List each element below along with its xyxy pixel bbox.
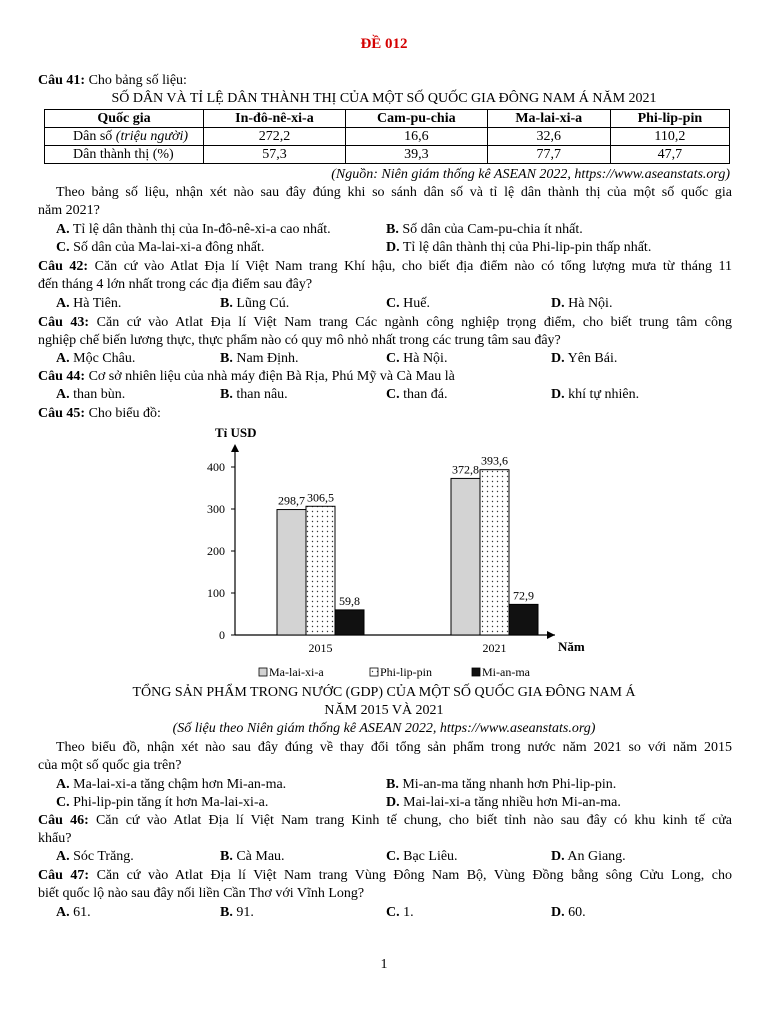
option-key: B. <box>386 222 399 237</box>
row-label-unit: (triệu người) <box>115 129 189 144</box>
option-text: than nâu. <box>236 387 288 402</box>
option-key: D. <box>551 351 565 366</box>
option-key: B. <box>220 905 233 920</box>
q42-option-b[interactable] <box>220 295 289 313</box>
table-title: SỐ DÂN VÀ TỈ LỆ DÂN THÀNH THỊ CỦA MỘT SỐ QUỐC GIA ĐÔNG NAM Á NĂM 2021 <box>111 91 657 106</box>
y-tick-label: 0 <box>219 628 225 642</box>
option-key: B. <box>220 296 233 311</box>
option-text: Ma-lai-xi-a tăng chậm hơn Mi-an-ma. <box>73 777 287 792</box>
q43-option-c[interactable] <box>386 350 447 368</box>
table-header-row <box>45 110 730 128</box>
option-text: Phi-lip-pin tăng ít hơn Ma-lai-xi-a. <box>73 795 269 810</box>
q41-prompt: Cho bảng số liệu: <box>88 73 187 88</box>
x-tick-label: 2021 <box>482 641 507 655</box>
bar-phi-lip-pin <box>306 506 335 635</box>
q46-option-a[interactable] <box>56 848 134 866</box>
option-key: A. <box>56 849 70 864</box>
option-key: C. <box>386 387 400 402</box>
table-header-cell: Phi-lip-pin <box>610 110 729 128</box>
q41-option-a[interactable] <box>56 221 331 239</box>
option-text: Nam Định. <box>236 351 299 366</box>
chart-title-line1: TỔNG SẢN PHẨM TRONG NƯỚC (GDP) CỦA MỘT SỐ QUỐC GIA ĐÔNG NAM Á <box>132 685 636 700</box>
option-key: A. <box>56 777 70 792</box>
option-key: B. <box>220 351 233 366</box>
q47-option-b[interactable] <box>220 904 254 922</box>
q47-option-c[interactable] <box>386 904 414 922</box>
y-tick-label: 300 <box>207 502 225 516</box>
table-cell: 32,6 <box>487 128 610 146</box>
q44-option-a[interactable] <box>56 386 125 404</box>
table-row-label <box>45 128 204 146</box>
q45-label: Câu 45: <box>38 406 86 421</box>
bar-ma-lai-xi-a <box>451 478 480 635</box>
option-key: D. <box>551 296 565 311</box>
legend-label: Phi-lip-pin <box>380 665 433 679</box>
bar-value-label: 306,5 <box>307 490 334 505</box>
option-key: C. <box>56 795 70 810</box>
option-key: A. <box>56 351 70 366</box>
q41-option-c[interactable] <box>56 239 264 257</box>
q45-prompt-line <box>38 405 732 423</box>
y-axis-label: Tỉ USD <box>215 425 257 440</box>
gdp-bar-chart <box>195 424 595 686</box>
q45-prompt: Cho biểu đồ: <box>88 406 161 421</box>
chart-title-line2: NĂM 2015 VÀ 2021 <box>324 703 444 718</box>
q44-option-c[interactable] <box>386 386 447 404</box>
bar-value-label: 59,8 <box>339 593 360 608</box>
q46-text-line2: khẩu? <box>38 831 72 846</box>
q43-option-d[interactable] <box>551 350 617 368</box>
q47-text: Căn cứ vào Atlat Địa lí Việt Nam trang Vùng Đông Nam Bộ, Vùng Đồng bằng sông Cửu Long, cho <box>96 868 732 883</box>
q42-text: Căn cứ vào Atlat Địa lí Việt Nam trang Khí hậu, cho biết địa điểm nào có tổng lượng mưa từ tháng 11 <box>94 259 732 274</box>
q43-text: Căn cứ vào Atlat Địa lí Việt Nam trang Các ngành công nghiệp trọng điểm, cho biết trung tâm công <box>96 315 733 330</box>
legend-swatch <box>259 668 267 676</box>
q47-option-d[interactable] <box>551 904 586 922</box>
q45-option-d[interactable] <box>386 794 621 812</box>
option-key: B. <box>220 387 233 402</box>
table-header-cell: Ma-lai-xi-a <box>487 110 610 128</box>
legend-swatch <box>370 668 378 676</box>
option-key: A. <box>56 905 70 920</box>
option-text: Hà Tiên. <box>73 296 122 311</box>
option-text: Huế. <box>403 296 430 311</box>
table-cell: 39,3 <box>345 146 487 164</box>
option-key: A. <box>56 387 70 402</box>
y-axis-arrow <box>231 444 239 452</box>
q43-text-line1 <box>38 314 732 332</box>
bar-mi-an-ma <box>335 610 364 635</box>
bar-mi-an-ma <box>509 604 538 635</box>
table-row-label: Dân thành thị (%) <box>45 146 204 164</box>
table-cell: 47,7 <box>610 146 729 164</box>
option-text: Số dân của Ma-lai-xi-a đông nhất. <box>73 240 265 255</box>
option-key: C. <box>386 351 400 366</box>
option-text: Yên Bái. <box>567 351 618 366</box>
q46-option-b[interactable] <box>220 848 285 866</box>
q47-text-line2: biết quốc lộ nào sau đây nối liền Cần Thơ với Vĩnh Long? <box>38 886 365 901</box>
q47-text-line1 <box>38 867 732 885</box>
q44-option-b[interactable] <box>220 386 288 404</box>
q46-option-d[interactable] <box>551 848 626 866</box>
q42-text-line2: đến tháng 4 lớn nhất trong các địa điểm sau đây? <box>38 277 313 292</box>
q41-question-line1: Theo bảng số liệu, nhận xét nào sau đây đúng khi so sánh dân số và tỉ lệ dân thành thị của một số quốc gia <box>56 185 732 200</box>
q45-question-line1: Theo biểu đồ, nhận xét nào sau đây đúng về thay đổi tổng sản phẩm trong nước năm 2021 so với năm 2015 <box>56 740 732 755</box>
table-cell: 16,6 <box>345 128 487 146</box>
q44-text: Cơ sở nhiên liệu của nhà máy điện Bà Rịa, Phú Mỹ và Cà Mau là <box>88 369 455 384</box>
q42-text-line1 <box>38 258 732 276</box>
page-number: 1 <box>380 957 388 972</box>
option-text: than bùn. <box>73 387 126 402</box>
table-header-cell: Cam-pu-chia <box>345 110 487 128</box>
option-key: A. <box>56 296 70 311</box>
q44-text-line1 <box>38 368 732 386</box>
q47-option-a[interactable] <box>56 904 91 922</box>
q45-question-line2: của một số quốc gia trên? <box>38 758 182 773</box>
q42-option-d[interactable] <box>551 295 612 313</box>
q46-text: Căn cứ vào Atlat Địa lí Việt Nam trang Kinh tế chung, cho biết tỉnh nào sau đây có khu kinh tế cửa <box>95 813 733 828</box>
option-key: C. <box>386 296 400 311</box>
q46-option-c[interactable] <box>386 848 458 866</box>
y-tick-label: 200 <box>207 544 225 558</box>
option-text: Hà Nội. <box>403 351 448 366</box>
option-text: Mộc Châu. <box>73 351 136 366</box>
table-source: (Nguồn: Niên giám thống kê ASEAN 2022, https://www.aseanstats.org) <box>331 167 730 182</box>
q41-question-line2: năm 2021? <box>38 203 100 218</box>
legend-swatch <box>472 668 480 676</box>
table-cell: 110,2 <box>610 128 729 146</box>
legend-label: Ma-lai-xi-a <box>269 665 324 679</box>
option-text: Sóc Trăng. <box>73 849 134 864</box>
option-key: C. <box>386 849 400 864</box>
option-text: Số dân của Cam-pu-chia ít nhất. <box>402 222 583 237</box>
option-text: Mi-an-ma tăng nhanh hơn Phi-lip-pin. <box>402 777 617 792</box>
chart-source: (Số liệu theo Niên giám thống kê ASEAN 2022, https://www.aseanstats.org) <box>172 721 596 736</box>
option-text: Mai-lai-xi-a tăng nhiều hơn Mi-an-ma. <box>403 795 621 810</box>
option-key: D. <box>551 905 565 920</box>
q43-label: Câu 43: <box>38 315 90 330</box>
q45-option-b[interactable] <box>386 776 616 794</box>
option-text: Tỉ lệ dân thành thị của In-đô-nê-xi-a cao nhất. <box>72 222 331 237</box>
option-text: 61. <box>73 905 91 920</box>
bar-value-label: 298,7 <box>278 493 305 508</box>
q44-option-d[interactable] <box>551 386 639 404</box>
q42-option-c[interactable] <box>386 295 430 313</box>
option-text: Cà Mau. <box>236 849 285 864</box>
option-key: D. <box>386 240 400 255</box>
option-text: An Giang. <box>567 849 626 864</box>
option-text: than đá. <box>403 387 448 402</box>
option-text: khí tự nhiên. <box>568 387 640 402</box>
bar-value-label: 372,8 <box>452 462 479 477</box>
bar-phi-lip-pin <box>480 470 509 635</box>
table-cell: 77,7 <box>487 146 610 164</box>
q46-text-line1 <box>38 812 732 830</box>
bar-ma-lai-xi-a <box>277 510 306 635</box>
option-text: 1. <box>403 905 414 920</box>
option-key: D. <box>551 387 565 402</box>
table-row <box>45 128 730 146</box>
option-text: 60. <box>568 905 586 920</box>
population-table <box>44 109 730 164</box>
option-text: Bạc Liêu. <box>403 849 458 864</box>
q46-label: Câu 46: <box>38 813 89 828</box>
table-cell: 57,3 <box>204 146 346 164</box>
q47-label: Câu 47: <box>38 868 90 883</box>
x-axis-arrow <box>547 631 555 639</box>
q41-label: Câu 41: <box>38 73 86 88</box>
option-key: C. <box>386 905 400 920</box>
y-tick-label: 100 <box>207 586 225 600</box>
row-label-text: Dân số <box>73 129 113 144</box>
x-tick-label: 2015 <box>308 641 333 655</box>
y-tick-label: 400 <box>207 460 225 474</box>
option-key: D. <box>551 849 565 864</box>
bar-value-label: 72,9 <box>513 588 534 603</box>
table-cell: 272,2 <box>204 128 346 146</box>
q43-option-b[interactable] <box>220 350 299 368</box>
q41-option-b[interactable] <box>386 221 583 239</box>
option-key: B. <box>386 777 399 792</box>
option-key: A. <box>56 222 70 237</box>
q45-option-a[interactable] <box>56 776 286 794</box>
q43-text-line2: nghiệp chế biến lương thực, thực phẩm nào có quy mô nhỏ nhất trong các trung tâm sau đây? <box>38 333 561 348</box>
option-text: Lũng Cú. <box>236 296 290 311</box>
table-header-cell: Quốc gia <box>45 110 204 128</box>
table-header-cell: In-đô-nê-xi-a <box>204 110 346 128</box>
q41-prompt-line <box>38 72 732 90</box>
option-text: Tỉ lệ dân thành thị của Phi-lip-pin thấp nhất. <box>402 240 652 255</box>
q44-label: Câu 44: <box>38 369 86 384</box>
q41-option-d[interactable] <box>386 239 651 257</box>
option-key: B. <box>220 849 233 864</box>
q45-option-c[interactable] <box>56 794 268 812</box>
exam-title: ĐỀ 012 <box>360 36 408 52</box>
bar-value-label: 393,6 <box>481 453 508 468</box>
q42-option-a[interactable] <box>56 295 121 313</box>
q43-option-a[interactable] <box>56 350 135 368</box>
x-axis-label: Năm <box>558 639 585 654</box>
legend-label: Mi-an-ma <box>482 665 530 679</box>
option-text: Hà Nội. <box>568 296 613 311</box>
option-key: C. <box>56 240 70 255</box>
q42-label: Câu 42: <box>38 259 89 274</box>
option-key: D. <box>386 795 400 810</box>
option-text: 91. <box>236 905 254 920</box>
table-row <box>45 146 730 164</box>
